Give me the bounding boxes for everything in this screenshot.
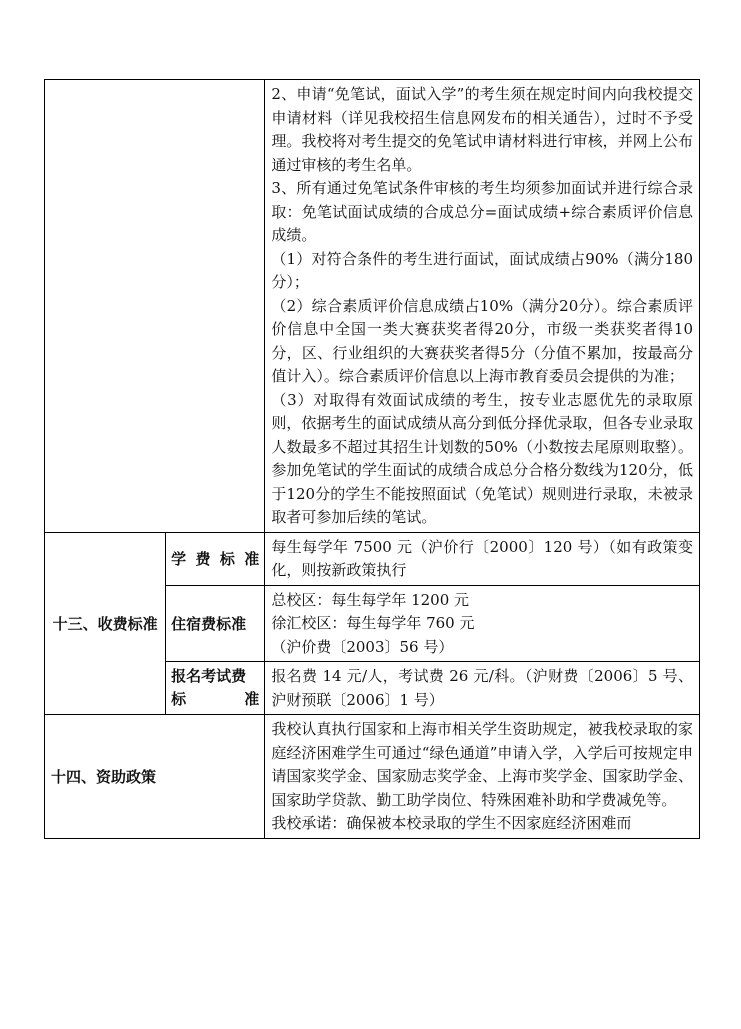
accommodation-line: （沪价费〔2003〕56 号） — [271, 637, 454, 656]
tuition-value-cell — [265, 532, 700, 585]
aid-row — [45, 715, 700, 839]
admission-rules-row — [45, 80, 700, 533]
tuition-label-char: 准 — [244, 550, 260, 568]
rule-paragraph: 3、所有通过免笔试条件审核的考生均须参加面试并进行综合录取：免笔试面试成绩的合成总分=面试成绩+综合素质评价信息成绩。 — [271, 179, 693, 244]
tuition-value: 每生每学年 7500 元（沪价行〔2000〕120 号）（如有政策变化，则按新政策执行 — [271, 537, 693, 579]
exam-fee-value-cell — [265, 662, 700, 715]
aid-value-cell — [265, 715, 700, 839]
accommodation-value-cell — [265, 585, 700, 662]
tuition-label-text — [171, 548, 259, 569]
rule-paragraph: 2、申请“免笔试，面试入学”的考生须在规定时间内向我校提交申请材料（详见我校招生信息网发布的相关通告），过时不予受理。我校将对考生提交的免笔试申请材料进行审核，并网上公布通过审核的考生名单。 — [271, 85, 693, 174]
aid-paragraph: 我校认真执行国家和上海市相关学生资助规定，被我校录取的家庭经济困难学生可通过“绿色通道”申请入学，入学后可按规定申请国家奖学金、国家励志奖学金、上海市奖学金、国家助学金、国家助学贷款、勤工助学岗位、特殊困难补助和学费减免等。 — [271, 720, 693, 809]
tuition-row — [45, 532, 700, 585]
admission-table — [44, 79, 700, 839]
tuition-label-char: 标 — [219, 550, 235, 568]
section14-title: 十四、资助政策 — [45, 715, 265, 839]
tuition-label-char: 费 — [195, 550, 211, 568]
accommodation-label: 住宿费标准 — [166, 585, 265, 662]
rule-paragraph: （2）综合素质评价信息成绩占10%（满分20分）。综合素质评价信息中全国一类大赛获奖者得20分，市级一类获奖者得10分，区、行业组织的大赛获奖者得5分（分值不累加，按最高分值计入）。综合素质评价信息以上海市教育委员会提供的为准； — [271, 296, 693, 385]
rule-paragraph: （3）对取得有效面试成绩的考生，按专业志愿优先的录取原则，依据考生的面试成绩从高分到低分择优录取，但各专业录取人数最多不超过其招生计划数的50%（小数按去尾原则取整）。参加免笔试的学生面试的成绩合成总分合格分数线为120分，低于120分的学生不能按照面试（免笔试）规则进行录取，未被录取者可参加后续的笔试。 — [271, 390, 693, 526]
aid-paragraph: 我校承诺：确保被本校录取的学生不因家庭经济困难而 — [271, 814, 632, 832]
tuition-label-char: 学 — [171, 550, 187, 568]
accommodation-line: 徐汇校区：每生每学年 760 元 — [271, 614, 475, 632]
accommodation-line: 总校区：每生每学年 1200 元 — [271, 590, 470, 609]
rule-paragraph: （1）对符合条件的考生进行面试，面试成绩占90%（满分180分）； — [271, 249, 693, 291]
empty-label-cell — [45, 80, 265, 533]
tuition-label — [166, 532, 265, 585]
admission-rules-cell — [265, 80, 700, 533]
section13-title: 十三、收费标准 — [45, 532, 166, 715]
exam-fee-value: 报名费 14 元/人，考试费 26 元/科。（沪财费〔2006〕5 号、沪财预联〔2006〕1 号） — [271, 667, 693, 709]
exam-fee-label — [166, 662, 265, 715]
exam-fee-label-line1: 报名考试费 — [171, 666, 247, 685]
exam-fee-label-line2: 标 准 — [171, 690, 260, 708]
